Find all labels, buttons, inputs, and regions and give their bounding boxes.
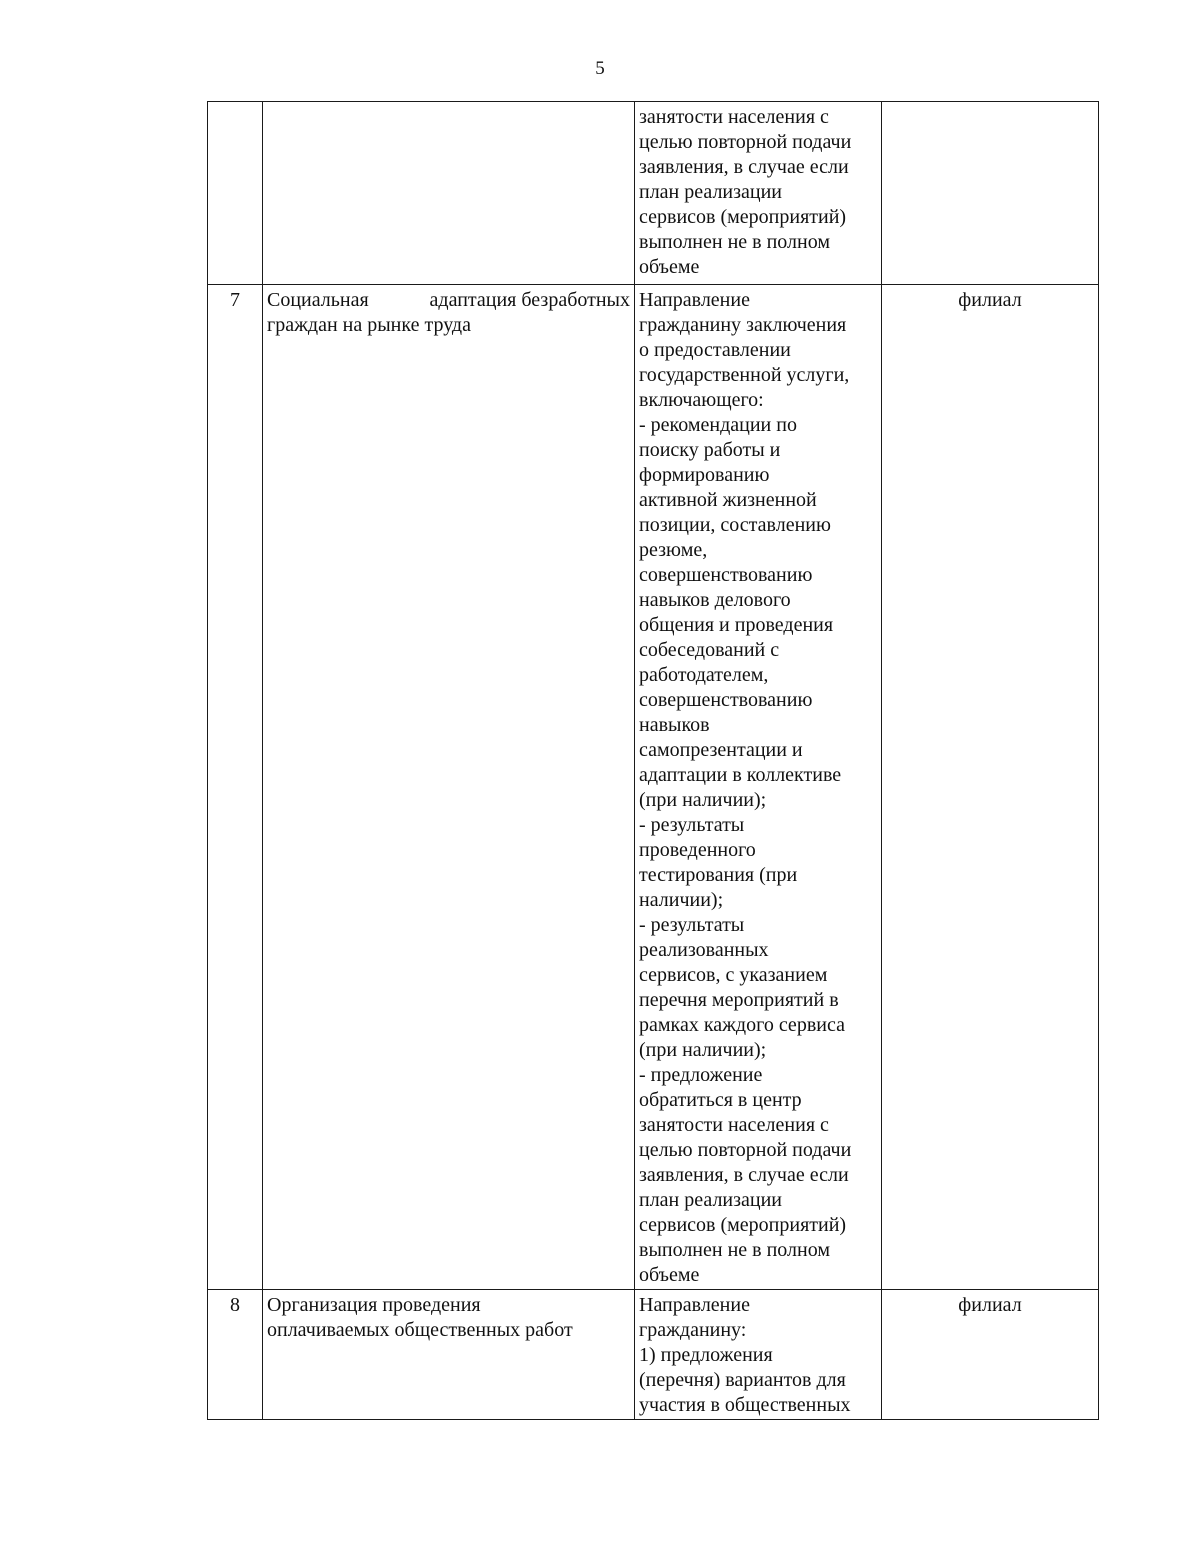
row-number-cell: 7 bbox=[208, 285, 263, 1290]
result-line: обратиться в центр bbox=[639, 1089, 802, 1111]
result-line: включающего: bbox=[639, 389, 764, 411]
result-line: навыков bbox=[639, 714, 710, 736]
service-name-line: оплачиваемых общественных работ bbox=[267, 1319, 573, 1341]
result-line: план реализации bbox=[639, 181, 783, 203]
result-line: Направление bbox=[639, 289, 750, 311]
service-name-line bbox=[267, 288, 630, 313]
result-line: гражданину: bbox=[639, 1319, 747, 1341]
result-line: позиции, составлению bbox=[639, 514, 831, 536]
result-line: - рекомендации по bbox=[639, 414, 797, 436]
result-line: общения и проведения bbox=[639, 614, 834, 636]
result-line: заявления, в случае если bbox=[639, 1164, 849, 1186]
result-line: самопрезентации и bbox=[639, 739, 803, 761]
result-line: формированию bbox=[639, 464, 770, 486]
page-number: 5 bbox=[595, 58, 605, 79]
result-line: перечня мероприятий в bbox=[639, 989, 839, 1011]
result-line: наличии); bbox=[639, 889, 724, 911]
services-table bbox=[207, 101, 1099, 1420]
result-line: поиску работы и bbox=[639, 439, 781, 461]
result-line: сервисов, с указанием bbox=[639, 964, 828, 986]
result-line: (перечня) вариантов для bbox=[639, 1369, 846, 1391]
result-line: совершенствованию bbox=[639, 689, 813, 711]
result-line: гражданину заключения bbox=[639, 314, 847, 336]
result-line: занятости населения с bbox=[639, 106, 829, 128]
result-line: - результаты bbox=[639, 914, 745, 936]
service-name-cell bbox=[263, 102, 635, 285]
result-line: участия в общественных bbox=[639, 1394, 851, 1416]
result-cell bbox=[635, 1290, 882, 1420]
result-line: тестирования (при bbox=[639, 864, 798, 886]
table-row bbox=[208, 1290, 1099, 1420]
result-cell bbox=[635, 102, 882, 285]
result-line: - предложение bbox=[639, 1064, 763, 1086]
result-line: работодателем, bbox=[639, 664, 769, 686]
table-row bbox=[208, 285, 1099, 1290]
table-row bbox=[208, 102, 1099, 285]
result-line: - результаты bbox=[639, 814, 745, 836]
result-line: сервисов (мероприятий) bbox=[639, 1214, 847, 1236]
result-line: навыков делового bbox=[639, 589, 791, 611]
result-line: (при наличии); bbox=[639, 789, 767, 811]
result-line: заявления, в случае если bbox=[639, 156, 849, 178]
service-name-word: адаптация безработных bbox=[429, 289, 630, 311]
result-line: выполнен не в полном bbox=[639, 1239, 831, 1261]
executor-cell: филиал bbox=[882, 1290, 1099, 1420]
result-line: план реализации bbox=[639, 1189, 783, 1211]
result-cell bbox=[635, 285, 882, 1290]
result-line: проведенного bbox=[639, 839, 756, 861]
result-line: выполнен не в полном bbox=[639, 231, 831, 253]
result-line: Направление bbox=[639, 1294, 750, 1316]
result-line: реализованных bbox=[639, 939, 769, 961]
service-name-cell bbox=[263, 1290, 635, 1420]
result-line: (при наличии); bbox=[639, 1039, 767, 1061]
result-line: сервисов (мероприятий) bbox=[639, 206, 847, 228]
service-name-word: Социальная bbox=[267, 289, 369, 311]
service-name-cell bbox=[263, 285, 635, 1290]
result-line: активной жизненной bbox=[639, 489, 817, 511]
result-line: рамках каждого сервиса bbox=[639, 1014, 845, 1036]
executor-cell: филиал bbox=[882, 285, 1099, 1290]
result-line: совершенствованию bbox=[639, 564, 813, 586]
result-line: государственной услуги, bbox=[639, 364, 850, 386]
result-line: собеседований с bbox=[639, 639, 780, 661]
row-number-cell bbox=[208, 102, 263, 285]
executor-cell bbox=[882, 102, 1099, 285]
result-line: резюме, bbox=[639, 539, 708, 561]
result-line: адаптации в коллективе bbox=[639, 764, 842, 786]
result-line: целью повторной подачи bbox=[639, 131, 852, 153]
service-name-line: Организация проведения bbox=[267, 1294, 481, 1316]
result-line: целью повторной подачи bbox=[639, 1139, 852, 1161]
service-name-line: граждан на рынке труда bbox=[267, 314, 471, 336]
result-line: 1) предложения bbox=[639, 1344, 773, 1366]
result-line: о предоставлении bbox=[639, 339, 791, 361]
row-number-cell: 8 bbox=[208, 1290, 263, 1420]
result-line: объеме bbox=[639, 1264, 700, 1286]
result-line: занятости населения с bbox=[639, 1114, 829, 1136]
result-line: объеме bbox=[639, 256, 700, 278]
